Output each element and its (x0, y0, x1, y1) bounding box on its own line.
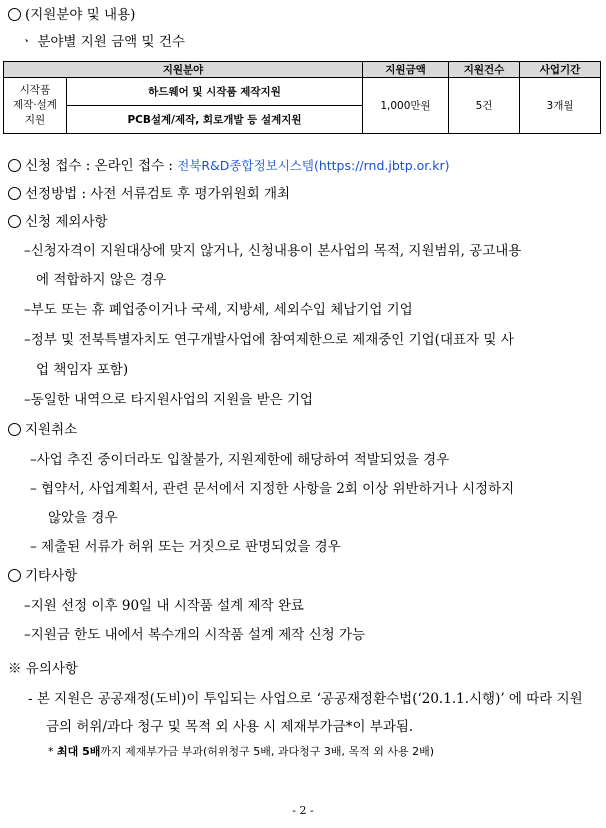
list-item-cont: 않았을 경우 (48, 510, 118, 526)
table-header-row (4, 62, 601, 78)
circle-bullet-icon (8, 423, 21, 436)
table-row (4, 78, 601, 106)
list-item: –사업 추진 중이더라도 입찰불가, 지원제한에 해당하여 적발되었을 경우 (30, 452, 450, 468)
list-item: – 제출된 서류가 허위 또는 거짓으로 판명되었을 경우 (30, 539, 341, 555)
list-item-cont: 에 적합하지 않은 경우 (36, 272, 167, 288)
item-cell-hardware: 하드웨어 및 시작품 제작지원 (67, 78, 363, 106)
rnd-system-link[interactable]: 전북R&D종합정보시스템(https://rnd.jbtp.or.kr) (177, 158, 450, 173)
list-item: –지원 선정 이후 90일 내 시작품 설계 제작 완료 (24, 598, 304, 614)
etc-heading: 기타사항 (8, 567, 77, 585)
table-header: 사업기간 (520, 62, 601, 78)
selection-line: 선정방법 : 사전 서류검토 후 평가위원회 개최 (8, 185, 290, 203)
amount-cell: 1,000만원 (363, 78, 449, 134)
exclusion-heading: 신청 제외사항 (8, 213, 108, 231)
circle-bullet-icon (8, 8, 21, 21)
list-item: –지원금 한도 내에서 복수개의 시작품 설계 제작 신청 가능 (24, 627, 366, 643)
period-cell: 3개월 (520, 78, 601, 134)
bullet-amount-count: ㆍ 분야별 지원 금액 및 건수 (20, 34, 185, 50)
circle-bullet-icon (8, 569, 21, 582)
list-item: –부도 또는 휴 폐업중이거나 국세, 지방세, 세외수입 체납기업 기업 (24, 302, 413, 318)
list-item: – 협약서, 사업계획서, 관련 문서에서 지정한 사항을 2회 이상 위반하거나 시정하지 (30, 481, 515, 497)
section-heading-support: (지원분야 및 내용) (8, 6, 135, 24)
item-cell-pcb: PCB설계/제작, 회로개발 등 설계지원 (67, 106, 363, 134)
list-item: –정부 및 전북특별자치도 연구개발사업에 참여제한으로 제재중인 기업(대표자 및 사 (24, 332, 514, 348)
list-item: –신청자격이 지원대상에 맞지 않거나, 신청내용이 본사업의 목적, 지원범위, 공고내용 (24, 243, 522, 259)
table-header: 지원건수 (449, 62, 520, 78)
notice-line: - 본 지원은 공공재정(도비)이 투입되는 사업으로 ‘공공재정환수법(‘20.1.1.시행)’ 에 따라 지원 (28, 691, 583, 707)
table-header: 지원금액 (363, 62, 449, 78)
support-table (3, 61, 601, 134)
cancel-heading: 지원취소 (8, 421, 77, 439)
table-header: 지원분야 (4, 62, 363, 78)
notice-footnote: * 최대 5배까지 제재부가금 부과(허위청구 5배, 과다청구 3배, 목적 외 사용 2배) (48, 745, 435, 758)
circle-bullet-icon (8, 215, 21, 228)
notice-heading: ※ 유의사항 (8, 661, 78, 677)
circle-bullet-icon (8, 159, 21, 172)
list-item: –동일한 내역으로 타지원사업의 지원을 받은 기업 (24, 392, 314, 408)
page-number: - 2 - (292, 804, 314, 817)
count-cell: 5건 (449, 78, 520, 134)
category-cell: 시작품 제작·설계 지원 (4, 78, 67, 134)
notice-line-cont: 금의 허위/과다 청구 및 목적 외 사용 시 제재부가금*이 부과됨. (46, 719, 414, 735)
list-item-cont: 업 책임자 포함) (36, 362, 129, 378)
apply-line: 신청 접수 : 온라인 접수 : 전북R&D종합정보시스템(https://rnd.jbtp.or.kr) (8, 157, 449, 175)
circle-bullet-icon (8, 187, 21, 200)
